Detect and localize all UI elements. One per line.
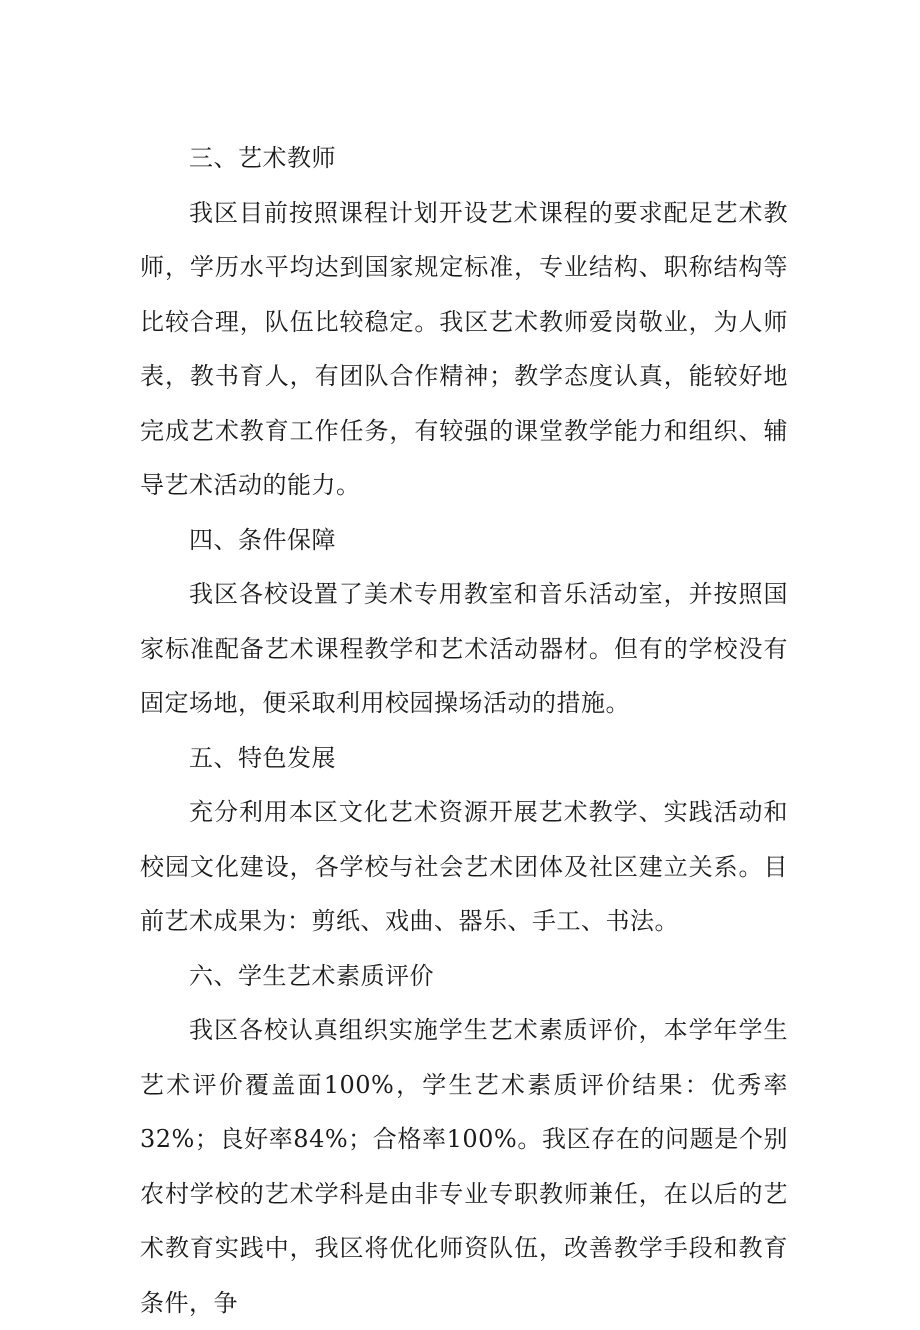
section-heading-evaluation: 六、学生艺术素质评价 [189, 961, 434, 990]
document-body [140, 131, 788, 1330]
section-paragraph-evaluation: 我区各校认真组织实施学生艺术素质评价，本学年学生艺术评价覆盖面100%，学生艺术素质评价结果：优秀率32%；良好率84%；合格率100%。我区存在的问题是个别农村学校的艺术学科是由非专业专职教师兼任，在以后的艺术教育实践中，我区将优化师资队伍，改善教学手段和教育条件，争 [140, 1016, 788, 1317]
section-paragraph-features: 充分利用本区文化艺术资源开展艺术教学、实践活动和校园文化建设，各学校与社会艺术团体及社区建立关系。目前艺术成果为：剪纸、戏曲、器乐、手工、书法。 [140, 798, 788, 935]
section-paragraph-teachers: 我区目前按照课程计划开设艺术课程的要求配足艺术教师，学历水平均达到国家规定标准，专业结构、职称结构等比较合理，队伍比较稳定。我区艺术教师爱岗敬业，为人师表，教书育人，有团队合作精神；教学态度认真，能较好地完成艺术教育工作任务，有较强的课堂教学能力和组织、辅导艺术活动的能力。 [140, 198, 788, 499]
section-heading-features: 五、特色发展 [189, 743, 336, 772]
section-paragraph-conditions: 我区各校设置了美术专用教室和音乐活动室，并按照国家标准配备艺术课程教学和艺术活动器材。但有的学校没有固定场地，便采取利用校园操场活动的措施。 [140, 580, 788, 717]
section-heading-conditions: 四、条件保障 [189, 525, 336, 554]
section-heading-teachers: 三、艺术教师 [189, 144, 336, 172]
